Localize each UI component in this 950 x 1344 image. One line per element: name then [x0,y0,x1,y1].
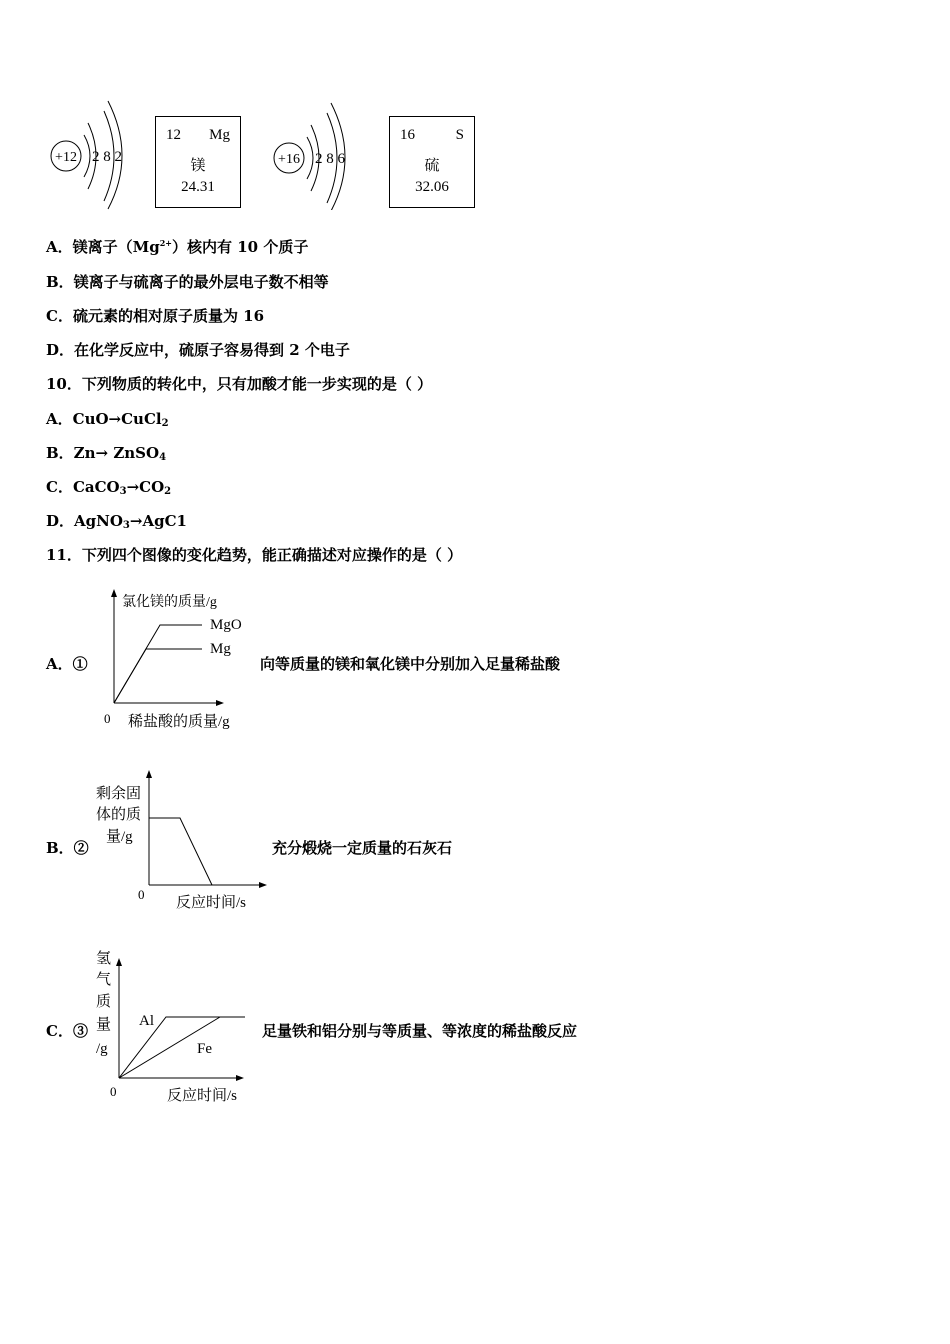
graph-c-y-label-4: 量 [96,1017,112,1033]
q9-option-b: B．镁离子与硫离子的最外层电子数不相等 [46,273,329,291]
s-mass: 32.06 [415,179,449,195]
graph-a-mg-label: Mg [210,641,231,657]
q11-graph-b [92,765,272,915]
graph-a-mgo-label: MgO [210,617,242,633]
s-atomic-number: 16 [400,127,415,143]
q11-option-c-desc: 足量铁和铝分别与等质量、等浓度的稀盐酸反应 [262,1022,578,1040]
q11-option-c-label: C．③ [46,1022,88,1040]
q9-option-a: A．镁离子$(Mg^{2+})$核内有 10 个质子 [46,238,309,256]
mg-nucleus-charge: +12 [55,150,77,165]
graph-b-y-label-3: 量/g [106,829,133,845]
graph-b-origin: 0 [138,887,145,902]
s-name: 硫 [424,158,440,174]
graph-c-origin: 0 [110,1084,117,1099]
s-nucleus-charge: +16 [278,152,300,167]
mg-name: 镁 [190,158,206,174]
graph-b-y-label-2: 体的质 [96,807,142,823]
mg-shell-electrons: 2 8 2 [92,149,122,165]
mg-atom-diagram [44,95,144,210]
q11-option-a-desc: 向等质量的镁和氧化镁中分别加入足量稀盐酸 [260,655,561,673]
graph-c-fe-label: Fe [197,1041,212,1057]
s-atom-diagram [265,95,365,210]
q10-option-d: D．AgNO$_3$→AgC1 [46,512,187,531]
mg-mass: 24.31 [181,179,215,195]
s-symbol: S [455,127,464,143]
s-element-box [389,116,475,208]
q11-graph-c [92,945,267,1105]
graph-b-line [149,818,212,885]
graph-c-al-label: Al [139,1013,154,1029]
q11-graph-a [98,585,258,735]
q11-option-b-label: B．② [46,839,89,857]
graph-c-y-label-1: 氢 [96,951,112,967]
graph-a-origin: 0 [104,711,111,726]
graph-c-y-label-3: 质 [96,994,112,1010]
q11-option-b-desc: 充分煅烧一定质量的石灰石 [272,839,453,857]
q11-stem: 11．下列四个图像的变化趋势，能正确描述对应操作的是（ ） [46,546,463,564]
graph-b-x-label: 反应时间/s [176,895,247,911]
graph-a-mgo-line [114,625,202,703]
q10-option-c: C．$CaCO_3\to CO_2$ [46,478,172,497]
q10-option-b: B．Zn→ ZnSO$_4$ [46,444,167,463]
q10-option-a: A．CuO→CuCl$_2$ [46,410,169,429]
graph-c-x-label: 反应时间/s [167,1088,238,1104]
mg-symbol: Mg [209,127,230,143]
q9-option-c: C．硫元素的相对原子质量为 16 [46,307,265,325]
graph-c-al-line [119,1017,245,1078]
graph-c-y-label-2: 气 [96,972,112,988]
s-shell-electrons: 2 8 6 [315,151,345,167]
graph-a-mg-line [114,649,202,703]
mg-element-box [155,116,241,208]
graph-a-x-label: 稀盐酸的质量/g [128,714,230,730]
mg-atomic-number: 12 [166,127,181,143]
q10-stem: 10．下列物质的转化中，只有加酸才能一步实现的是（ ） [46,375,433,393]
q11-option-a-label: A．① [46,655,88,673]
graph-b-y-label-1: 剩余固 [96,786,142,802]
graph-a-y-label: 氯化镁的质量/g [122,595,217,610]
q9-option-d: D．在化学反应中，硫原子容易得到 2 个电子 [46,341,350,359]
graph-c-y-label-5: /g [96,1041,108,1057]
